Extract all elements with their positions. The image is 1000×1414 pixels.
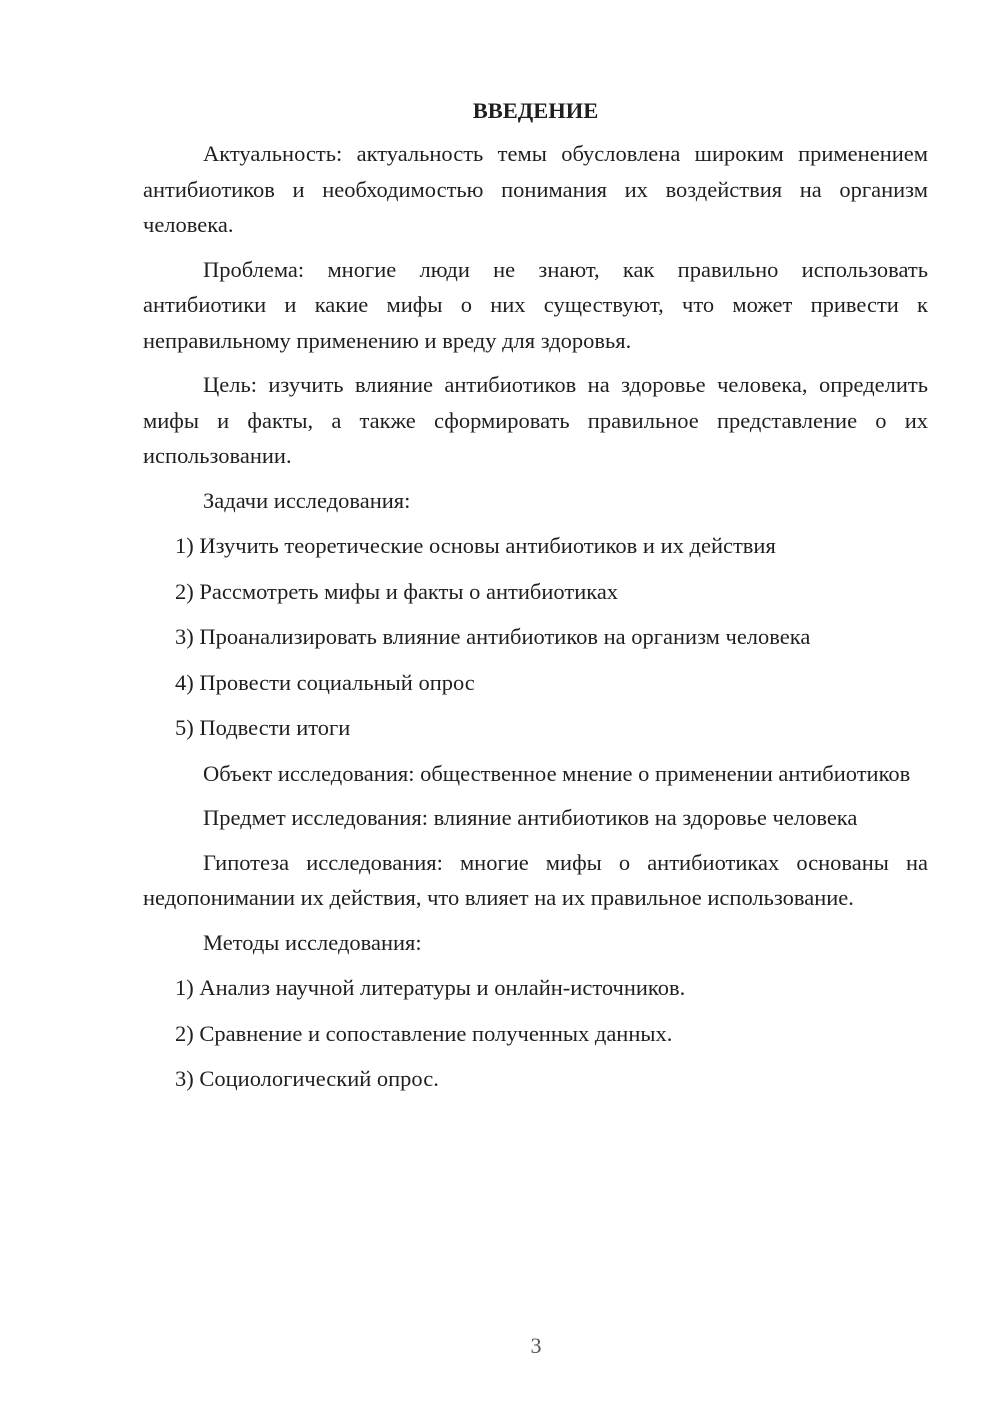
methods-title: Методы исследования: [203,929,422,955]
method-item: 3) Социологический опрос. [175,1066,439,1091]
method-item: 2) Сравнение и сопоставление полученных данных. [175,1020,673,1046]
problem-paragraph: Проблема: многие люди не знают, как правильно использовать антибиотики и какие мифы о них существуют, что может привести к неправильному применению и вреду для здоровья. [143,256,928,353]
document-body [143,96,928,1107]
tasks-title: Задачи исследования: [203,487,411,513]
method-item: 1) Анализ научной литературы и онлайн-источников. [175,975,686,1000]
page-number: 3 [530,1333,542,1358]
task-item: 1) Изучить теоретические основы антибиотиков и их действия [175,533,776,558]
subject-paragraph: Предмет исследования: влияние антибиотиков на здоровье человека [203,805,858,830]
object-paragraph: Объект исследования: общественное мнение о применении антибиотиков [203,760,911,786]
hypothesis-paragraph: Гипотеза исследования: многие мифы о антибиотиках основаны на недопонимании их действия, что влияет на их правильное использование. [143,849,928,910]
goal-paragraph: Цель: изучить влияние антибиотиков на здоровье человека, определить мифы и факты, а также сформировать правильное представление о их использовании. [143,372,928,468]
relevance-paragraph: Актуальность: актуальность темы обусловлена широким применением антибиотиков и необходимостью понимания их воздействия на организм человека. [143,141,928,237]
task-item: 3) Проанализировать влияние антибиотиков на организм человека [175,624,811,649]
task-item: 5) Подвести итоги [175,715,351,740]
section-heading: ВВЕДЕНИЕ [472,98,599,123]
task-item: 4) Провести социальный опрос [175,669,475,695]
task-item: 2) Рассмотреть мифы и факты о антибиотиках [175,578,619,604]
